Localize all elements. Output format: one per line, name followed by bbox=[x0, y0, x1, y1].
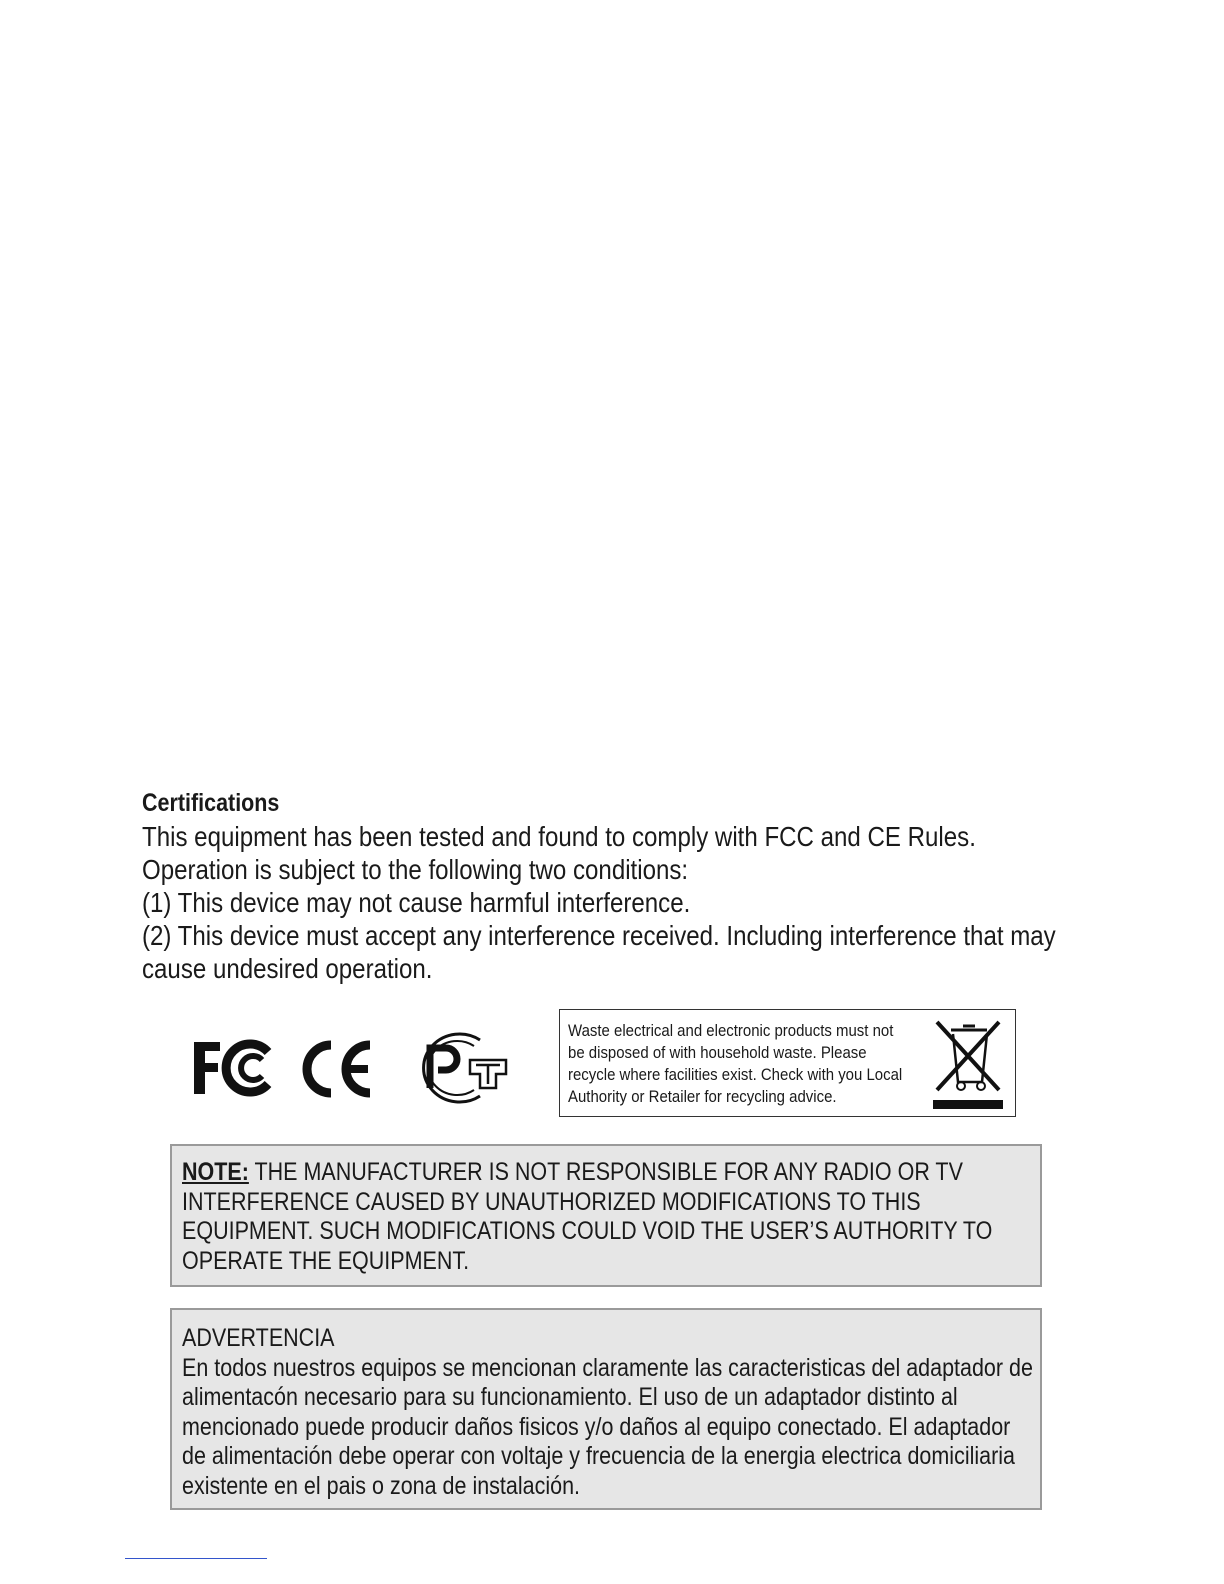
weee-line: Waste electrical and electronic products must not bbox=[568, 1021, 894, 1040]
advertencia-line: existente en el pais o zona de instalación. bbox=[182, 1471, 581, 1500]
weee-notice bbox=[559, 1009, 1016, 1117]
certification-logos bbox=[190, 1030, 520, 1110]
certifications-section bbox=[142, 786, 1102, 985]
certifications-line: (1) This device may not cause harmful interference. bbox=[142, 887, 691, 918]
advertencia-line: En todos nuestros equipos se mencionan claramente las caracteristicas del adaptador de bbox=[182, 1353, 1033, 1382]
note-box bbox=[170, 1144, 1042, 1287]
advertencia-box bbox=[170, 1308, 1042, 1510]
ce-mark-icon bbox=[298, 1040, 374, 1098]
weee-text bbox=[568, 1020, 903, 1108]
advertencia-line: alimentacón necesario para su funcionamiento. El uso de un adaptador distinto al bbox=[182, 1383, 958, 1411]
weee-line: recycle where facilities exist. Check with you Local bbox=[568, 1065, 903, 1084]
fcc-logo-icon bbox=[190, 1038, 274, 1098]
advertencia-title: ADVERTENCIA bbox=[182, 1324, 335, 1352]
certifications-line: cause undesired operation. bbox=[142, 953, 433, 984]
advertencia-line: de alimentación debe operar con voltaje y frecuencia de la energia electrica domiciliaria bbox=[182, 1442, 1016, 1470]
weee-line: be disposed of with household waste. Please bbox=[568, 1043, 867, 1062]
advertencia-text bbox=[182, 1324, 1033, 1501]
note-line-text: THE MANUFACTURER IS NOT RESPONSIBLE FOR ANY RADIO OR TV bbox=[248, 1158, 963, 1186]
note-label: NOTE: bbox=[182, 1158, 249, 1186]
certifications-line: This equipment has been tested and found to comply with FCC and CE Rules. bbox=[142, 821, 976, 852]
certifications-line: (2) This device must accept any interference received. Including interference that may bbox=[142, 920, 1056, 951]
note-line: OPERATE THE EQUIPMENT. bbox=[182, 1246, 470, 1275]
certifications-title: Certifications bbox=[142, 789, 280, 817]
footer-rule bbox=[125, 1558, 267, 1559]
advertencia-line: mencionado puede producir daños fisicos y/o daños al equipo conectado. El adaptador bbox=[182, 1412, 1011, 1441]
pct-gost-mark-icon bbox=[412, 1030, 512, 1106]
note-line bbox=[182, 1158, 992, 1188]
note-text bbox=[182, 1158, 992, 1276]
weee-line: Authority or Retailer for recycling advice. bbox=[568, 1087, 837, 1106]
note-line: INTERFERENCE CAUSED BY UNAUTHORIZED MODIFICATIONS TO THIS bbox=[182, 1187, 921, 1216]
certifications-line: Operation is subject to the following two conditions: bbox=[142, 854, 689, 885]
crossed-out-wheelie-bin-icon bbox=[931, 1016, 1005, 1112]
note-line: EQUIPMENT. SUCH MODIFICATIONS COULD VOID THE USER’S AUTHORITY TO bbox=[182, 1217, 993, 1245]
